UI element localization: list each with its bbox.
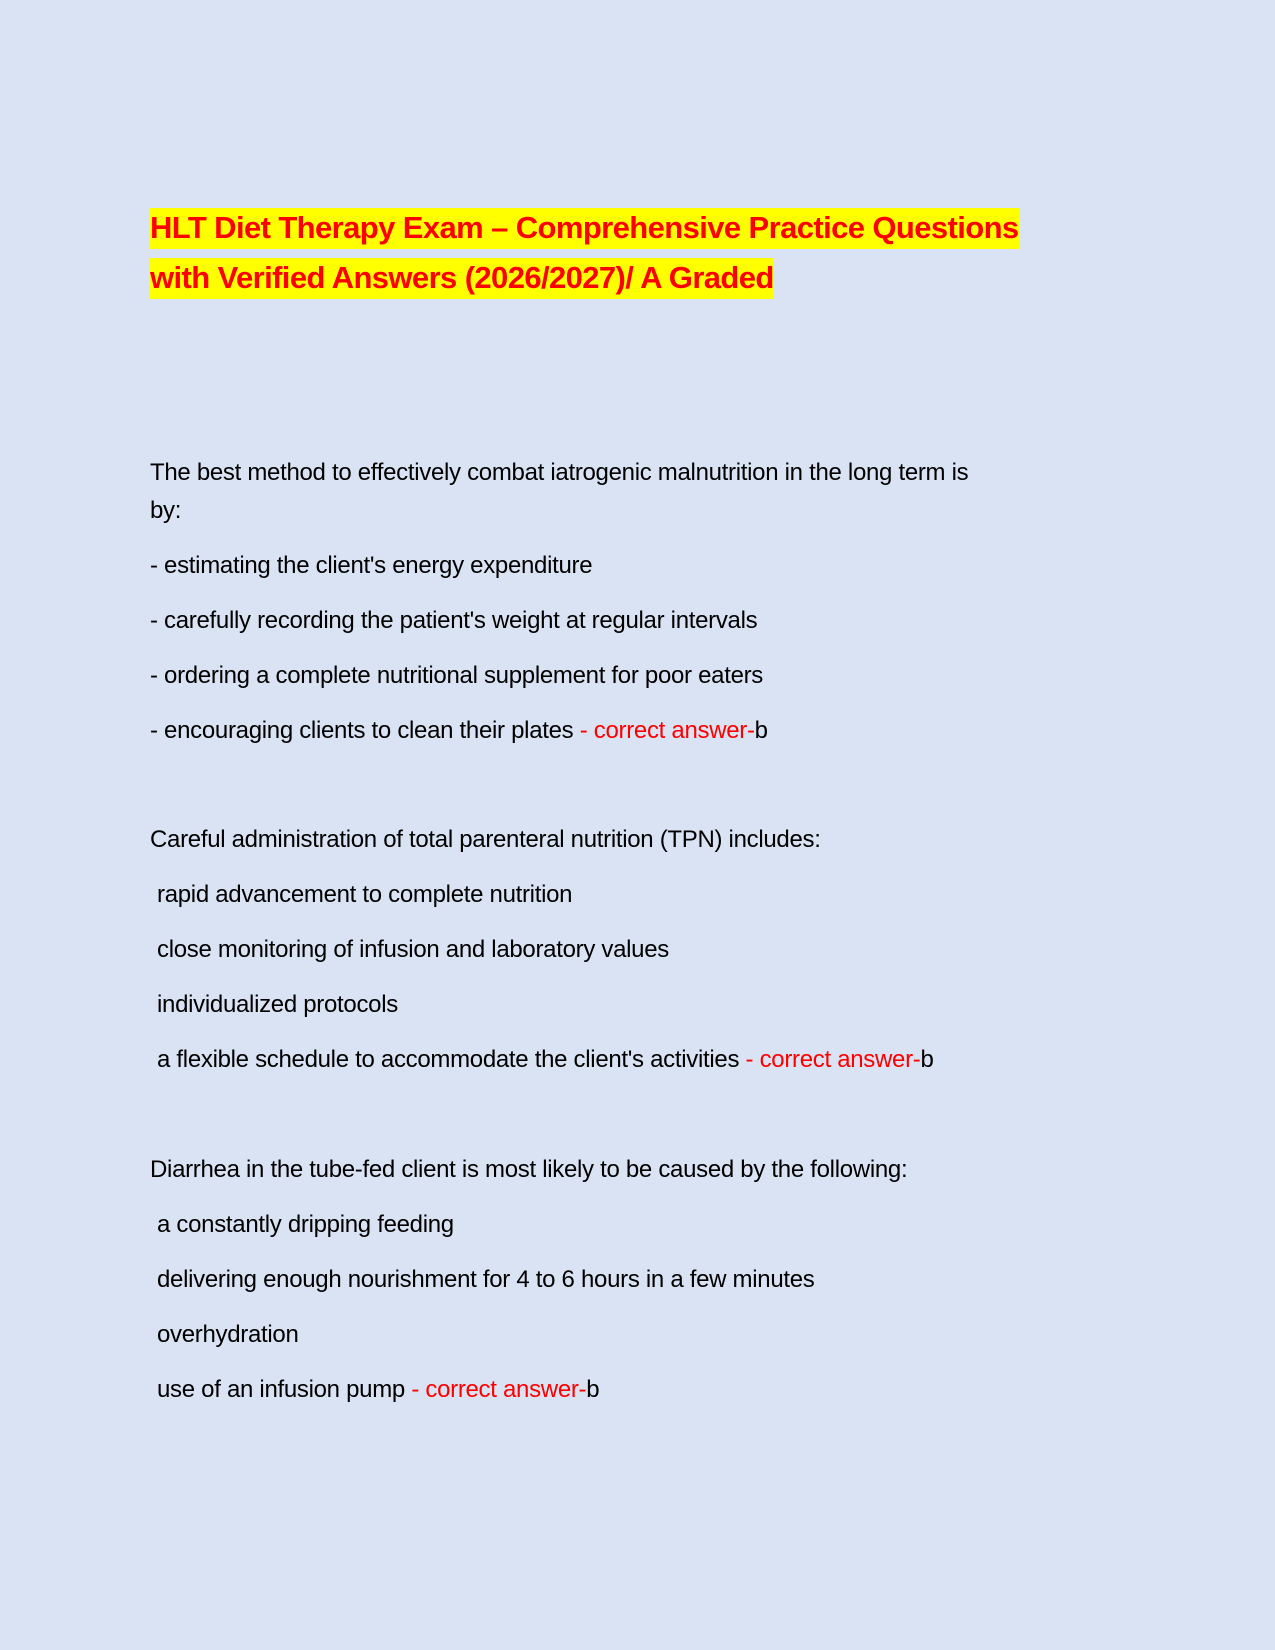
question-1-answer: b xyxy=(754,717,768,744)
question-3-option-d xyxy=(157,1375,599,1405)
question-1-stem-line-2: by: xyxy=(150,497,182,524)
question-2-option-c: individualized protocols xyxy=(157,991,398,1018)
question-3-answer-marker: - correct answer- xyxy=(411,1376,587,1403)
question-3-answer: b xyxy=(586,1376,600,1403)
question-2-option-b: close monitoring of infusion and laboratory values xyxy=(157,936,669,963)
question-3-stem: Diarrhea in the tube-fed client is most likely to be caused by the following: xyxy=(150,1156,908,1183)
question-2-option-a: rapid advancement to complete nutrition xyxy=(157,881,573,908)
question-1-option-d-text: - encouraging clients to clean their plates xyxy=(150,717,580,744)
question-1-option-d xyxy=(150,716,768,746)
question-1-option-c: - ordering a complete nutritional supplement for poor eaters xyxy=(150,662,764,689)
question-2-answer-marker: - correct answer- xyxy=(745,1046,921,1073)
question-2-stem: Careful administration of total parenteral nutrition (TPN) includes: xyxy=(150,826,821,853)
question-2-option-d-text: a flexible schedule to accommodate the client's activities xyxy=(157,1046,746,1073)
title-line-2-text: with Verified Answers (2026/2027)/ A Graded xyxy=(150,258,774,299)
question-1-stem-line-1: The best method to effectively combat iatrogenic malnutrition in the long term is xyxy=(150,459,969,486)
title-line-1-text: HLT Diet Therapy Exam – Comprehensive Practice Questions xyxy=(150,208,1019,249)
question-3-option-c: overhydration xyxy=(157,1321,299,1348)
question-3-option-a: a constantly dripping feeding xyxy=(157,1211,454,1238)
question-3-option-b: delivering enough nourishment for 4 to 6 hours in a few minutes xyxy=(157,1266,815,1293)
question-2-answer: b xyxy=(920,1046,934,1073)
question-1-option-b: - carefully recording the patient's weight at regular intervals xyxy=(150,607,758,634)
title-line-1 xyxy=(150,203,1110,253)
question-2-option-d xyxy=(157,1045,934,1075)
document-title xyxy=(150,203,1110,303)
question-1-answer-marker: - correct answer- xyxy=(579,717,755,744)
question-1-option-a: - estimating the client's energy expenditure xyxy=(150,552,593,579)
question-3-option-d-text: use of an infusion pump xyxy=(157,1376,412,1403)
title-line-2 xyxy=(150,253,1110,303)
